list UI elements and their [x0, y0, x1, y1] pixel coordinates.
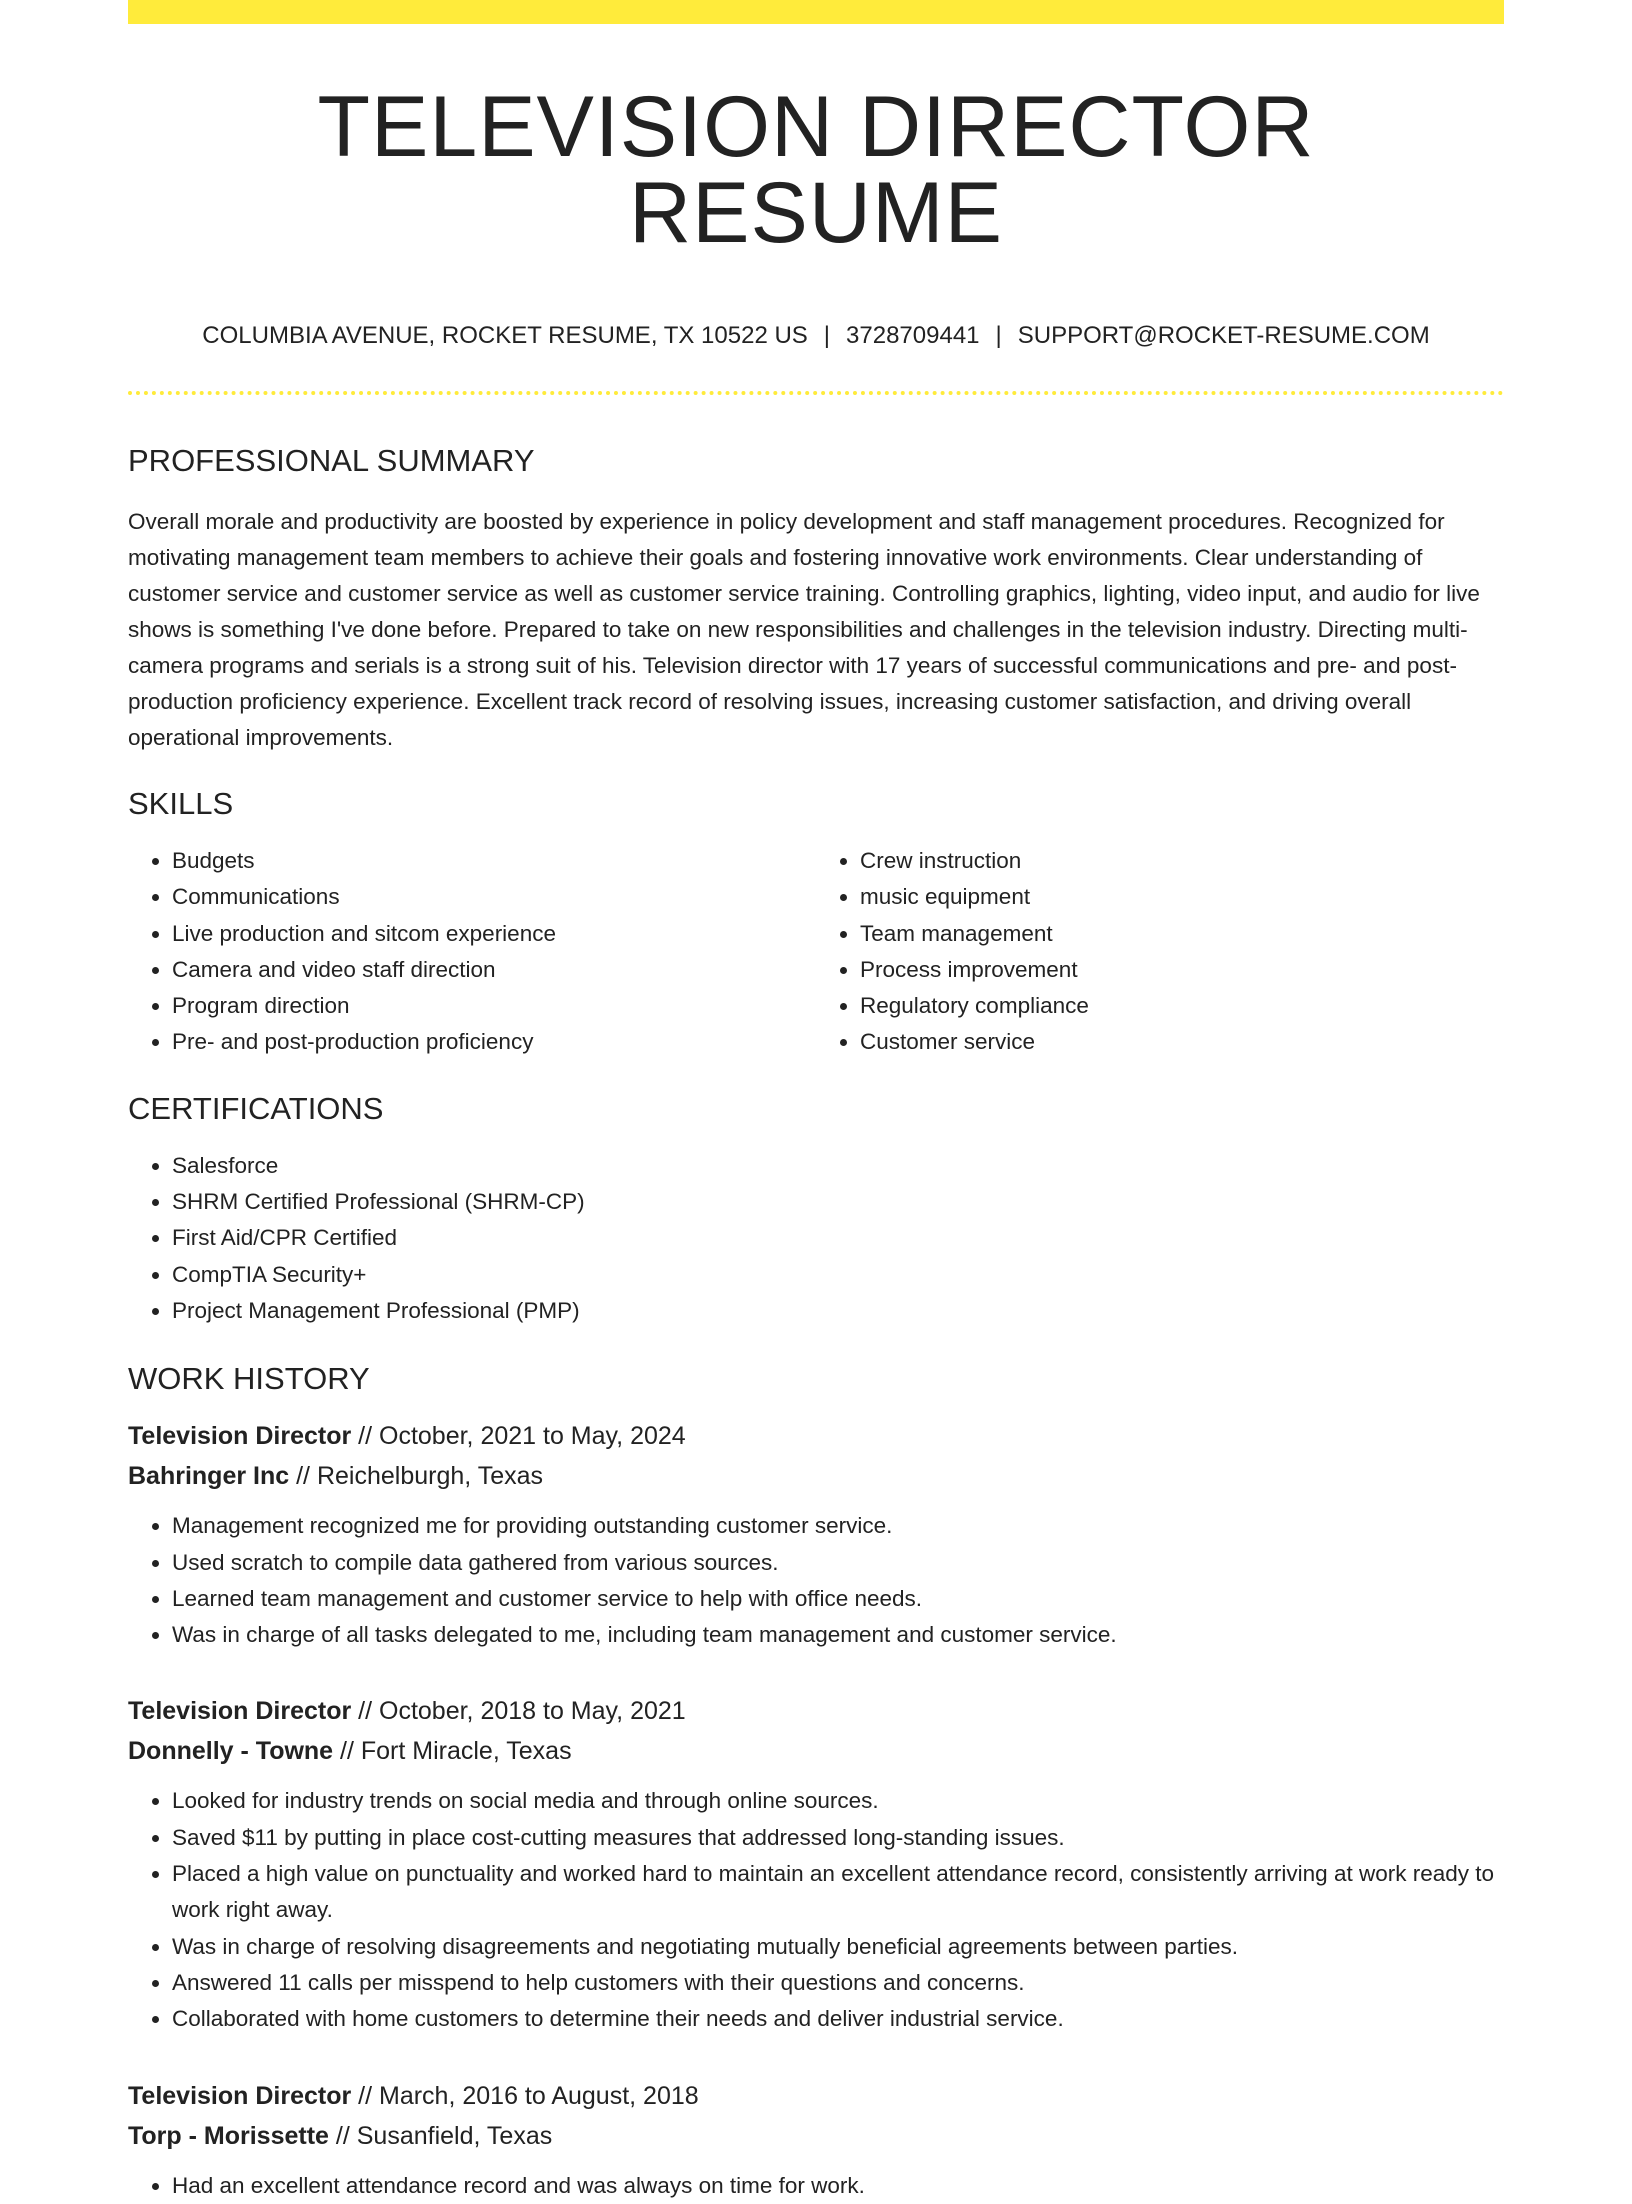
job-company-line	[128, 1456, 1504, 1496]
skill-item: • Pre- and post-production proficiency	[172, 1024, 816, 1060]
job-company: Bahringer Inc	[128, 1462, 290, 1491]
skill-item: • Crew instruction	[860, 843, 1504, 879]
skill-item: • Camera and video staff direction	[172, 952, 816, 988]
job-title-line	[128, 2076, 1504, 2116]
skill-item: • Customer service	[860, 1024, 1504, 1060]
job-title: Television Director	[128, 1422, 352, 1451]
skills-heading: SKILLS	[128, 786, 234, 821]
certification-item: • Project Management Professional (PMP)	[172, 1293, 1504, 1329]
contact-separator: |	[995, 322, 1002, 349]
job-bullet: • Looked for industry trends on social media and through online sources.	[172, 1783, 1504, 1819]
summary-heading: PROFESSIONAL SUMMARY	[128, 443, 535, 478]
job-bullet: • Had an excellent attendance record and was always on time for work.	[172, 2168, 1504, 2204]
job-bullet: • Used scratch to compile data gathered from various sources.	[172, 1545, 1504, 1581]
dotted-divider	[128, 391, 1504, 395]
job-location: // Fort Miracle, Texas	[333, 1737, 572, 1766]
job-company-line	[128, 2116, 1504, 2156]
job-entry	[128, 2076, 1504, 2204]
skill-item: • Process improvement	[860, 952, 1504, 988]
contact-line	[128, 324, 1504, 348]
job-entry	[128, 1416, 1504, 1653]
job-bullet: • Saved $11 by putting in place cost-cutting measures that addressed long-standing issues.	[172, 1820, 1504, 1856]
job-dates: // March, 2016 to August, 2018	[351, 2081, 699, 2110]
job-bullet: • Placed a high value on punctuality and worked hard to maintain an excellent attendance record, consistently arriving at work ready to work right away.	[172, 1856, 1504, 1929]
work-history-heading: WORK HISTORY	[128, 1361, 370, 1397]
skills-column-left	[128, 843, 816, 1061]
top-accent-bar	[128, 0, 1504, 24]
skill-item: • Live production and sitcom experience	[172, 916, 816, 952]
skills-column-right	[816, 843, 1504, 1061]
job-bullet: • Management recognized me for providing outstanding customer service.	[172, 1508, 1504, 1544]
job-bullet: • Collaborated with home customers to determine their needs and deliver industrial service.	[172, 2001, 1504, 2037]
contact-address: COLUMBIA AVENUE, ROCKET RESUME, TX 10522 US	[202, 322, 808, 349]
job-dates: // October, 2021 to May, 2024	[351, 1422, 686, 1451]
job-bullets	[128, 1508, 1504, 1653]
job-entry	[128, 1691, 1504, 2037]
summary-text: Overall morale and productivity are boosted by experience in policy development and staff management procedures. Recognized for motivating management team members to achieve their goals and fostering innovative work environments. Clear understanding of customer service and customer service as well as customer service training. Controlling graphics, lighting, video input, and audio for live shows is something I've done before. Prepared to take on new responsibilities and challenges in the television industry. Directing multi-camera programs and serials is a strong suit of his. Television director with 17 years of successful communications and pre- and post-production proficiency experience. Excellent track record of resolving issues, increasing customer satisfaction, and driving overall operational improvements.	[128, 509, 1480, 750]
skills-list	[128, 843, 1504, 1061]
job-company: Donnelly - Towne	[128, 1737, 334, 1766]
certification-item: • Salesforce	[172, 1148, 1504, 1184]
job-bullet: • Learned team management and customer service to help with office needs.	[172, 1581, 1504, 1617]
contact-separator: |	[823, 322, 831, 349]
job-company: Torp - Morissette	[128, 2121, 329, 2150]
job-bullet: • Was in charge of resolving disagreements and negotiating mutually beneficial agreements between parties.	[172, 1929, 1504, 1965]
certifications-heading: CERTIFICATIONS	[128, 1090, 384, 1126]
job-title: Television Director	[128, 2081, 352, 2110]
resume-title: TELEVISION DIRECTOR RESUME	[317, 79, 1315, 261]
certification-item: • First Aid/CPR Certified	[172, 1220, 1504, 1256]
certification-item: • CompTIA Security+	[172, 1257, 1504, 1293]
job-location: // Susanfield, Texas	[328, 2121, 553, 2150]
job-location: // Reichelburgh, Texas	[289, 1462, 544, 1491]
certifications-list	[128, 1148, 1504, 1329]
skill-item: • Budgets	[172, 843, 816, 879]
job-title-line	[128, 1416, 1504, 1456]
job-title: Television Director	[128, 1697, 352, 1726]
job-company-line	[128, 1731, 1504, 1771]
contact-phone: 3728709441	[846, 322, 980, 349]
skill-item: • Program direction	[172, 988, 816, 1024]
skill-item: • music equipment	[860, 879, 1504, 915]
job-dates: // October, 2018 to May, 2021	[351, 1697, 686, 1726]
skill-item: • Communications	[172, 879, 816, 915]
certification-item: • SHRM Certified Professional (SHRM-CP)	[172, 1184, 1504, 1220]
resume-page	[128, 0, 1504, 2204]
skill-item: • Regulatory compliance	[860, 988, 1504, 1024]
job-bullets	[128, 1783, 1504, 2037]
contact-email: SUPPORT@ROCKET-RESUME.COM	[1017, 322, 1430, 349]
job-title-line	[128, 1691, 1504, 1731]
job-bullets	[128, 2168, 1504, 2204]
job-bullet: • Answered 11 calls per misspend to help customers with their questions and concerns.	[172, 1965, 1504, 2001]
job-bullet: • Was in charge of all tasks delegated to me, including team management and customer service.	[172, 1617, 1504, 1653]
skill-item: • Team management	[860, 916, 1504, 952]
